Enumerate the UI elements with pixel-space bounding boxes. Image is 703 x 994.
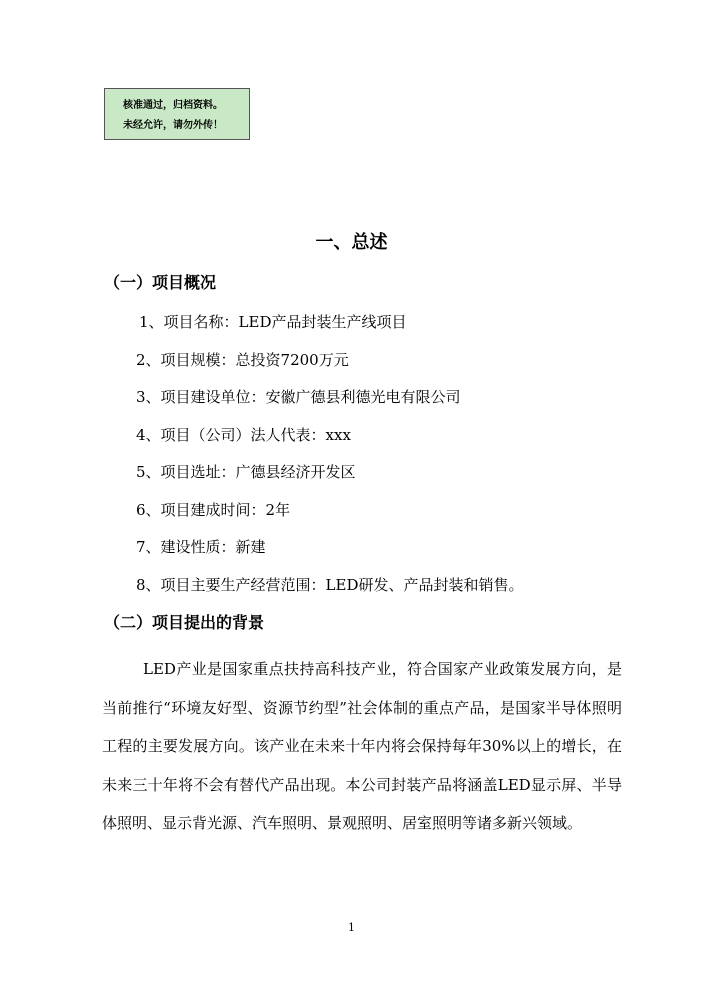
background-paragraph: LED产业是国家重点扶持高科技产业，符合国家产业政策发展方向，是当前推行“环境友好型、资源节约型”社会体制的重点产品，是国家半导体照明工程的主要发展方向。该产业在未来十年内将会保持每年30%以上的增长，在未来三十年将不会有替代产品出现。本公司封装产品将涵盖LED显示屏、半导体照明、显示背光源、汽车照明、景观照明、居室照明等诸多新兴领域。 xyxy=(102,660,622,833)
archive-stamp-box xyxy=(104,88,250,140)
stamp-line-1: 核准通过，归档资料。 xyxy=(123,100,223,111)
overview-item-1: 1、项目名称：LED产品封装生产线项目 xyxy=(139,313,407,331)
overview-item-6: 6、项目建成时间：2年 xyxy=(136,501,291,519)
overview-item-4: 4、项目（公司）法人代表：xxx xyxy=(136,426,351,444)
overview-item-3: 3、项目建设单位：安徽广德县利德光电有限公司 xyxy=(136,388,461,406)
overview-item-2: 2、项目规模：总投资7200万元 xyxy=(136,351,349,369)
section-heading-overview: （一）项目概况 xyxy=(104,273,217,292)
overview-item-7: 7、建设性质：新建 xyxy=(136,538,266,556)
page-number: 1 xyxy=(348,921,355,934)
stamp-line-2: 未经允许，请勿外传！ xyxy=(123,120,223,131)
section-heading-background: （二）项目提出的背景 xyxy=(104,613,265,632)
page-title: 一、总述 xyxy=(315,232,388,253)
overview-item-8: 8、项目主要生产经营范围：LED研发、产品封装和销售。 xyxy=(136,576,524,594)
overview-item-5: 5、项目选址：广德县经济开发区 xyxy=(136,463,356,481)
